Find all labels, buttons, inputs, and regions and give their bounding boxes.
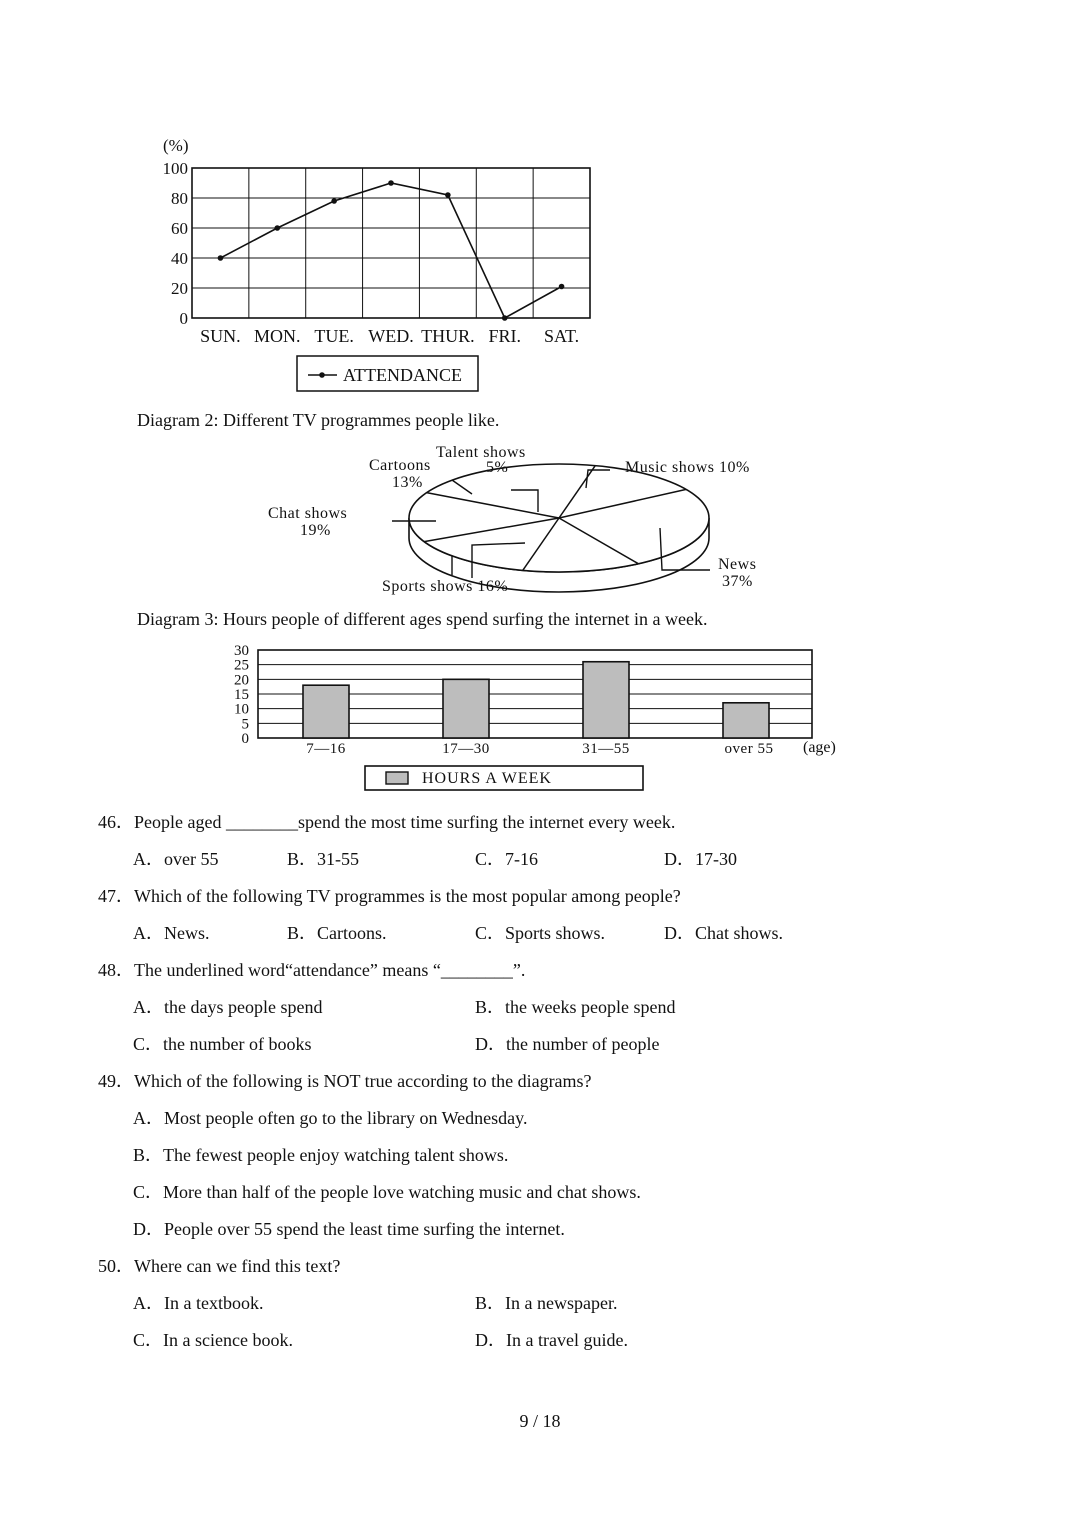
question-number: 48．: [98, 960, 134, 980]
bar-chart-legend-label: HOURS A WEEK: [422, 770, 552, 787]
label-chat-shows: Chat shows: [268, 505, 348, 522]
q49-option-c[interactable]: C．More than half of the people love watching music and chat shows.: [133, 1182, 641, 1202]
question-text: Which of the following is NOT true according to the diagrams?: [134, 1071, 592, 1091]
q47-option-a[interactable]: A．News.: [133, 923, 210, 943]
question-number: 46．: [98, 812, 134, 832]
x-tick-label: 7—16: [306, 741, 346, 757]
y-tick-label: 10: [234, 701, 249, 718]
label-music-shows: Music shows 10%: [625, 459, 750, 476]
attendance-line: [220, 183, 561, 318]
question-number: 49．: [98, 1071, 134, 1091]
label-talent-shows: Talent shows: [436, 444, 526, 461]
label-chat-pct: 19%: [300, 522, 331, 539]
page-number: 9 / 18: [519, 1411, 561, 1431]
line-chart-legend-label: ATTENDANCE: [343, 365, 462, 385]
question-number: 50．: [98, 1256, 134, 1276]
question-text: The underlined word“attendance” means “________”.: [134, 960, 526, 980]
q48-option-b[interactable]: B．the weeks people spend: [475, 997, 676, 1017]
x-tick-label: SAT.: [543, 326, 580, 346]
x-tick-label: THUR.: [421, 326, 475, 346]
y-tick-label: 20: [171, 279, 188, 298]
q46-option-d[interactable]: D．17-30: [664, 849, 737, 869]
question-50: [98, 1252, 340, 1278]
internet-hours-bar-chart: [0, 640, 1080, 800]
x-tick-label: MON.: [254, 326, 301, 346]
x-tick-label: over 55: [724, 741, 774, 757]
q49-option-a[interactable]: A．Most people often go to the library on Wednesday.: [133, 1108, 528, 1128]
q46-option-c[interactable]: C．7-16: [475, 849, 538, 869]
question-48: [98, 956, 525, 982]
bar-chart-x-unit: (age): [803, 739, 836, 756]
attendance-point: [331, 198, 337, 204]
legend-swatch-icon: [386, 772, 408, 784]
question-text: Which of the following TV programmes is the most popular among people?: [134, 886, 681, 906]
bar-chart-y-ticks: [234, 643, 249, 747]
y-tick-label: 60: [171, 219, 188, 238]
line-chart-y-ticks: [163, 159, 189, 328]
attendance-point: [445, 192, 451, 198]
tv-programmes-pie-chart: [0, 440, 1080, 600]
question-number: 47．: [98, 886, 134, 906]
question-46: [98, 808, 675, 834]
y-tick-label: 0: [241, 731, 249, 747]
q46-option-a[interactable]: A．over 55: [133, 849, 219, 869]
attendance-point: [502, 315, 508, 321]
question-text: Where can we find this text?: [134, 1256, 341, 1276]
q49-option-b[interactable]: B．The fewest people enjoy watching talent shows.: [133, 1145, 509, 1165]
y-tick-label: 80: [171, 189, 188, 208]
x-tick-label: 31—55: [582, 741, 630, 757]
q47-option-c[interactable]: C．Sports shows.: [475, 923, 606, 943]
y-tick-label: 5: [241, 716, 249, 733]
bar-chart-bars: [303, 662, 769, 738]
y-tick-label: 25: [234, 657, 249, 674]
y-tick-label: 40: [171, 249, 188, 268]
x-tick-label: SUN.: [200, 326, 241, 346]
q48-option-c[interactable]: C．the number of books: [133, 1034, 312, 1054]
attendance-point: [559, 284, 565, 290]
line-chart-x-labels: [200, 326, 579, 346]
q50-option-c[interactable]: C．In a science book.: [133, 1330, 293, 1350]
attendance-point: [274, 225, 280, 231]
y-tick-label: 30: [234, 643, 249, 659]
bar: [443, 679, 489, 738]
label-news-pct: 37%: [722, 573, 753, 590]
y-tick-label: 100: [162, 159, 188, 178]
line-chart-frame: [192, 168, 590, 318]
label-sports-shows: Sports shows 16%: [382, 578, 509, 595]
question-47: [98, 882, 681, 908]
q48-option-a[interactable]: A．the days people spend: [133, 997, 323, 1017]
bar: [723, 703, 769, 738]
y-tick-label: 15: [234, 687, 249, 703]
q47-option-d[interactable]: D．Chat shows.: [664, 923, 784, 943]
label-cartoons: Cartoons: [369, 457, 431, 474]
line-chart-series: [218, 180, 565, 321]
label-news: News: [718, 556, 757, 573]
diagram3-caption: Diagram 3: Hours people of different ages spend surfing the internet in a week.: [137, 609, 708, 629]
q48-option-d[interactable]: D．the number of people: [475, 1034, 660, 1054]
q47-option-b[interactable]: B．Cartoons.: [287, 923, 387, 943]
legend-marker-icon: [319, 372, 325, 378]
bar: [303, 685, 349, 738]
x-tick-label: TUE.: [314, 326, 354, 346]
question-49: [98, 1067, 592, 1093]
x-tick-label: FRI.: [488, 326, 521, 346]
bar-chart-x-labels: [306, 741, 773, 757]
q49-option-d[interactable]: D．People over 55 spend the least time surfing the internet.: [133, 1219, 565, 1239]
diagram2-caption: Diagram 2: Different TV programmes people like.: [137, 410, 500, 430]
line-chart-unit-label: (%): [163, 136, 189, 155]
question-text: People aged ________spend the most time surfing the internet every week.: [134, 812, 676, 832]
y-tick-label: 20: [234, 672, 249, 689]
label-talent-pct: 5%: [486, 459, 509, 476]
attendance-line-chart: [0, 0, 1080, 400]
label-cartoons-pct: 13%: [392, 474, 423, 491]
x-tick-label: 17—30: [442, 741, 490, 757]
q46-option-b[interactable]: B．31-55: [287, 849, 359, 869]
q50-option-d[interactable]: D．In a travel guide.: [475, 1330, 628, 1350]
q50-option-a[interactable]: A．In a textbook.: [133, 1293, 264, 1313]
bar: [583, 662, 629, 738]
x-tick-label: WED.: [368, 326, 414, 346]
q50-option-b[interactable]: B．In a newspaper.: [475, 1293, 618, 1313]
line-chart-grid: [192, 168, 590, 318]
attendance-point: [218, 255, 224, 261]
y-tick-label: 0: [179, 309, 188, 328]
attendance-point: [388, 180, 394, 186]
